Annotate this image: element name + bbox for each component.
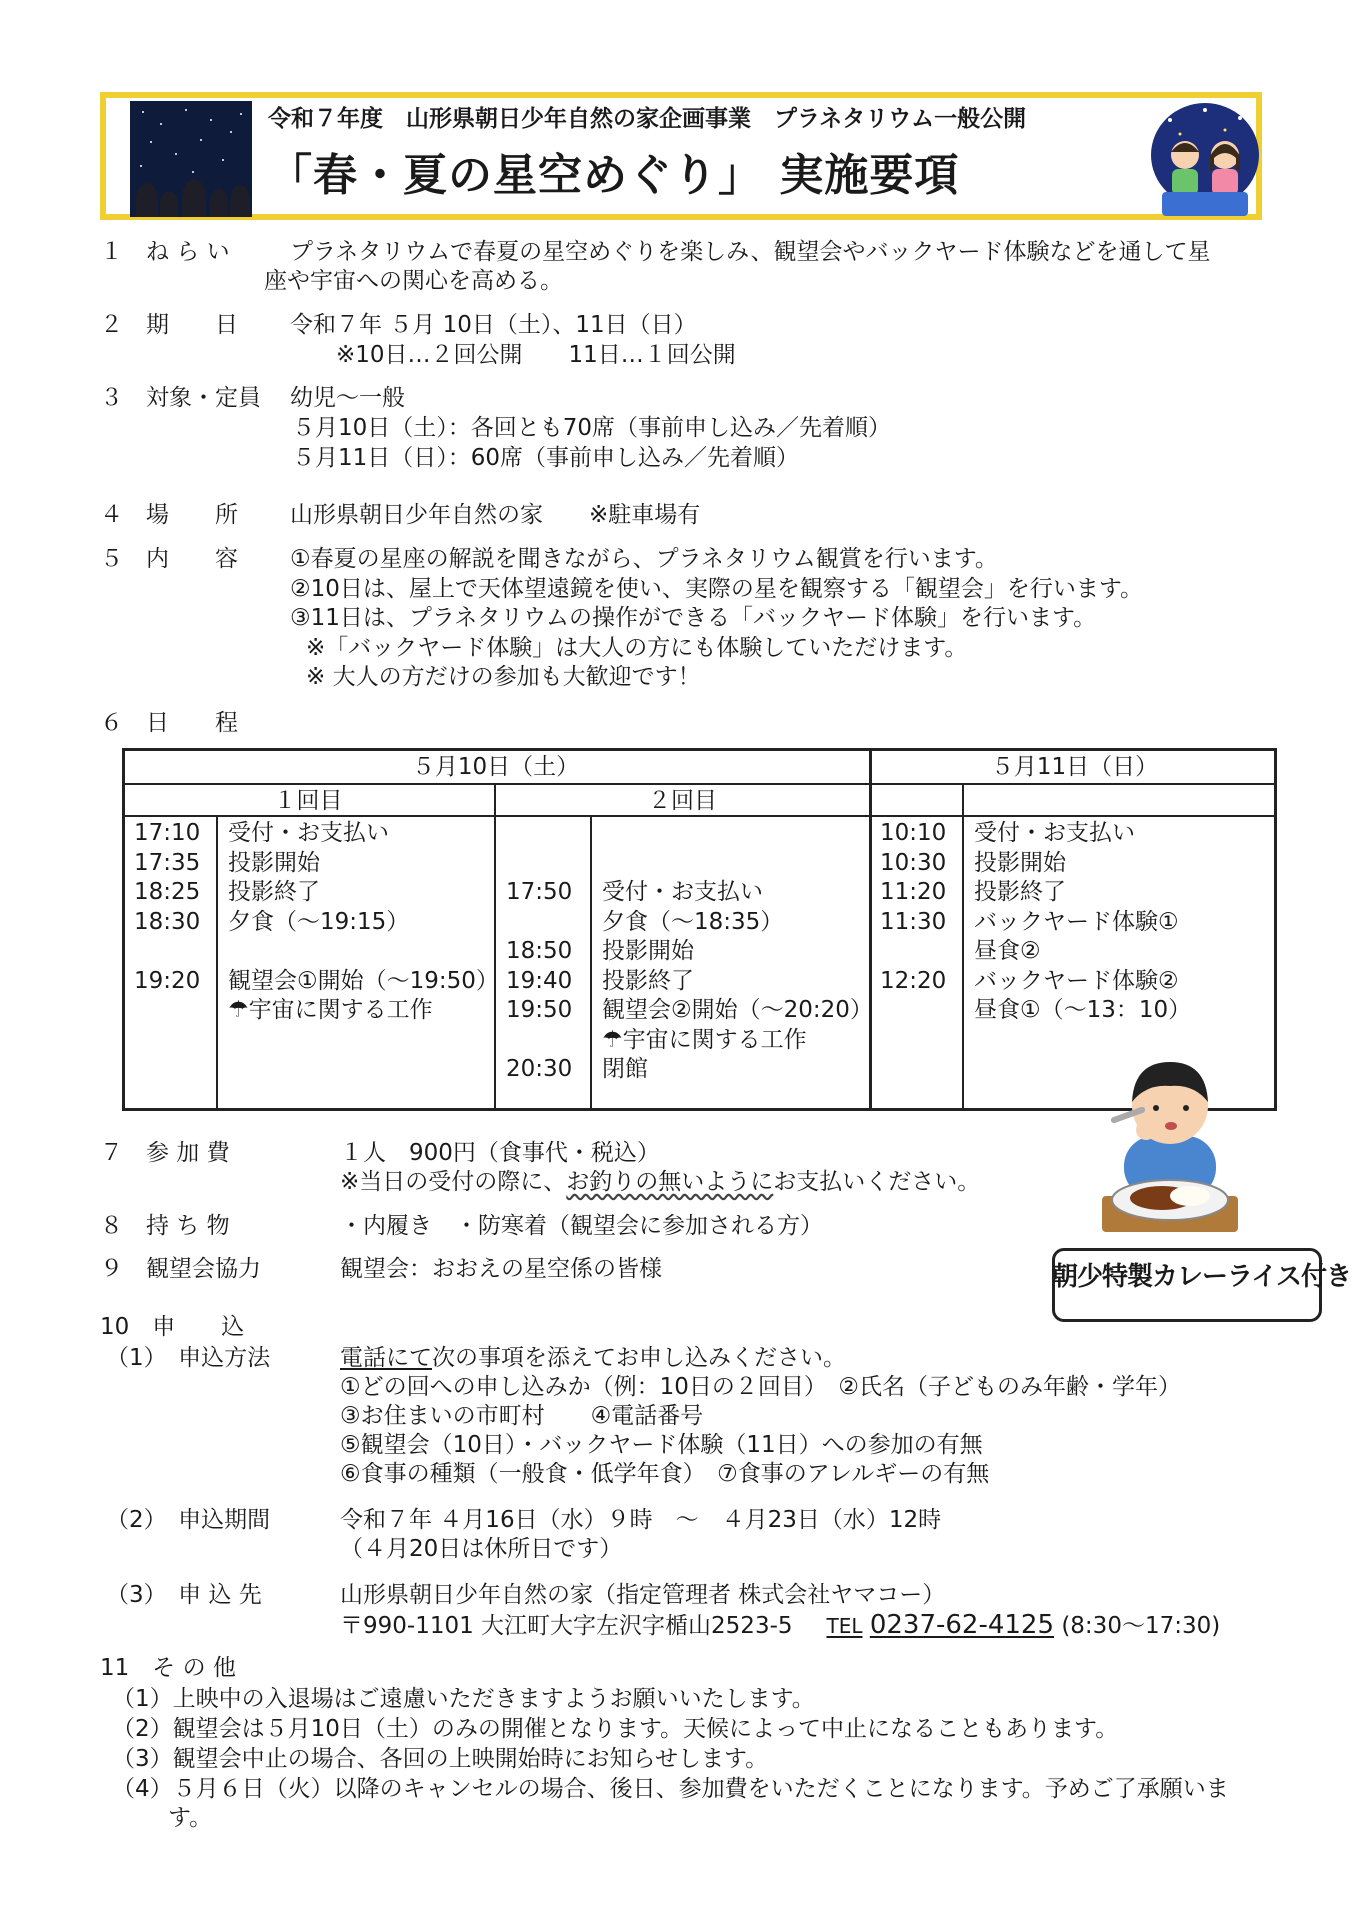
schedule-event: バックヤード体験② bbox=[974, 967, 1179, 994]
section8-text: ・内履き ・防寒着（観望会に参加される方） bbox=[340, 1213, 823, 1239]
apply-destination: 山形県朝日少年自然の家（指定管理者 株式会社ヤマコー） bbox=[340, 1582, 946, 1608]
page-title: 「春・夏の星空めぐり」 実施要項 bbox=[268, 150, 960, 201]
section6-label: ６ 日 程 bbox=[100, 710, 238, 736]
section5-item: ②10日は、屋上で天体望遠鏡を使い、実際の星を観察する「観望会」を行います。 bbox=[290, 576, 1144, 602]
schedule-time: 17:35 bbox=[134, 849, 201, 876]
schedule-time: 11:30 bbox=[880, 908, 947, 935]
other-item-continuation: す。 bbox=[168, 1805, 213, 1831]
phone-number: 0237-62-4125 bbox=[869, 1610, 1055, 1640]
section1-line2: 座や宇宙への関心を高める。 bbox=[264, 268, 563, 294]
section3-line2: ５月10日（土）：各回とも70席（事前申し込み／先着順） bbox=[292, 415, 892, 441]
section8-label: ８ 持 ち 物 bbox=[100, 1213, 230, 1239]
table-rule bbox=[494, 784, 496, 1111]
section2-line2: ※10日…２回公開 11日…１回公開 bbox=[336, 342, 736, 368]
schedule-event: 観望会②開始（〜20:20） bbox=[602, 997, 873, 1023]
schedule-event: 投影開始 bbox=[602, 938, 694, 964]
apply-address-line bbox=[340, 1610, 1220, 1641]
curry-badge-label: 朝少特製カレーライス付き bbox=[1052, 1262, 1351, 1292]
apply-method-text bbox=[340, 1343, 846, 1373]
schedule-time: 19:20 bbox=[134, 967, 201, 994]
section4-text: 山形県朝日少年自然の家 ※駐車場有 bbox=[290, 502, 701, 528]
section1-label: １ ね ら い bbox=[100, 239, 230, 265]
schedule-time: 20:30 bbox=[506, 1056, 573, 1082]
table-rule bbox=[590, 816, 592, 1111]
table-rule bbox=[122, 783, 1277, 785]
section10-sub2-label: （2） 申込期間 bbox=[106, 1507, 271, 1533]
table-rule bbox=[869, 748, 872, 1111]
schedule-time: 10:10 bbox=[880, 820, 947, 846]
other-item: （3）観望会中止の場合、各回の上映開始時にお知らせします。 bbox=[112, 1746, 769, 1772]
section2-line1: 令和７年 ５月 10日（土）、11日（日） bbox=[290, 312, 697, 338]
schedule-event: 観望会①開始（〜19:50） bbox=[228, 967, 499, 994]
tel-label: TEL bbox=[826, 1614, 863, 1638]
apply-by-phone: 電話にて bbox=[340, 1345, 432, 1371]
section5-note: ※ 大人の方だけの参加も大歓迎です！ bbox=[306, 664, 701, 690]
section5-item: ①春夏の星座の解説を聞きながら、プラネタリウム観賞を行います。 bbox=[290, 546, 998, 572]
schedule-round1-header: １回目 bbox=[273, 788, 343, 814]
schedule-event: 夕食（〜19:15） bbox=[228, 908, 410, 935]
schedule-event: ☂宇宙に関する工作 bbox=[602, 1026, 807, 1053]
schedule-event: 受付・お支払い bbox=[602, 879, 763, 905]
schedule-time: 18:30 bbox=[134, 908, 201, 935]
schedule-round2-header: ２回目 bbox=[648, 788, 717, 814]
table-rule bbox=[962, 784, 964, 1111]
fee-note-emphasis: お釣りの無いように bbox=[566, 1169, 774, 1195]
schedule-time: 18:25 bbox=[134, 879, 201, 905]
children-planetarium-illustration bbox=[1150, 100, 1260, 218]
schedule-time: 17:50 bbox=[506, 879, 573, 905]
section11-label: 11 そ の 他 bbox=[100, 1655, 236, 1681]
fee-note-post: お支払いください。 bbox=[773, 1169, 981, 1195]
schedule-time: 17:10 bbox=[134, 820, 201, 846]
schedule-time: 11:20 bbox=[880, 879, 947, 905]
schedule-event: バックヤード体験① bbox=[974, 908, 1179, 935]
apply-period-note: （４月20日は休所日です） bbox=[340, 1536, 623, 1562]
schedule-event: 投影開始 bbox=[228, 849, 320, 876]
phone-hours: (8:30〜17:30) bbox=[1061, 1613, 1221, 1639]
section5-label: ５ 内 容 bbox=[100, 546, 238, 572]
schedule-event: 投影終了 bbox=[602, 967, 694, 994]
section3-line3: ５月11日（日）：60席（事前申し込み／先着順） bbox=[292, 445, 800, 471]
schedule-time: 19:40 bbox=[506, 967, 573, 994]
section10-sub3-label: （3） 申 込 先 bbox=[106, 1582, 262, 1608]
apply-item: ⑤観望会（10日）・バックヤード体験（11日）への参加の有無 bbox=[340, 1432, 983, 1458]
schedule-event: 閉館 bbox=[602, 1056, 648, 1082]
schedule-event: 昼食①（〜13：10） bbox=[974, 997, 1192, 1023]
section9-text: 観望会：おおえの星空係の皆様 bbox=[340, 1256, 662, 1282]
schedule-time: 10:30 bbox=[880, 849, 947, 876]
apply-method-rest: 次の事項を添えてお申し込みください。 bbox=[432, 1345, 846, 1371]
section5-note: ※「バックヤード体験」は大人の方にも体験していただけます。 bbox=[306, 635, 968, 661]
apply-period: 令和７年 ４月16日（水）９時 〜 ４月23日（水）12時 bbox=[340, 1507, 942, 1533]
schedule-event: 投影終了 bbox=[974, 879, 1066, 905]
schedule-time: 12:20 bbox=[880, 967, 947, 994]
other-item: （2）観望会は５月10日（土）のみの開催となります。天候によって中止になることもあります。 bbox=[112, 1716, 1119, 1742]
other-item: （1）上映中の入退場はご遠慮いただきますようお願いいたします。 bbox=[112, 1686, 815, 1712]
section3-line1: 幼児〜一般 bbox=[290, 385, 405, 411]
section1-line1: プラネタリウムで春夏の星空めぐりを楽しみ、観望会やバックヤード体験などを通して星 bbox=[290, 239, 1211, 265]
schedule-day1-header: ５月10日（土） bbox=[411, 754, 580, 780]
section4-label: ４ 場 所 bbox=[100, 502, 238, 528]
schedule-event: 夕食（〜18:35） bbox=[602, 908, 784, 935]
section7-line1: １人 900円（食事代・税込） bbox=[340, 1140, 660, 1166]
boy-eating-curry-illustration bbox=[1090, 1048, 1250, 1238]
starry-sky-photo bbox=[130, 101, 252, 217]
apply-item: ③お住まいの市町村 ④電話番号 bbox=[340, 1403, 704, 1429]
section9-label: ９ 観望会協力 bbox=[100, 1256, 261, 1282]
schedule-event: 投影開始 bbox=[974, 849, 1066, 876]
schedule-event: ☂宇宙に関する工作 bbox=[228, 997, 433, 1023]
schedule-event: 受付・お支払い bbox=[228, 820, 389, 846]
schedule-event: 受付・お支払い bbox=[974, 820, 1135, 846]
schedule-time: 18:50 bbox=[506, 938, 573, 964]
fee-note-pre: ※当日の受付の際に、 bbox=[340, 1169, 567, 1195]
schedule-event: 昼食② bbox=[974, 938, 1041, 964]
apply-item: ⑥食事の種類（一般食・低学年食） ⑦食事のアレルギーの有無 bbox=[340, 1461, 990, 1487]
schedule-day2-header: ５月11日（日） bbox=[990, 754, 1159, 780]
section10-label: 10 申 込 bbox=[100, 1314, 245, 1340]
header-subtitle: 令和７年度 山形県朝日少年自然の家企画事業 プラネタリウム一般公開 bbox=[268, 106, 1027, 132]
section10-sub1-label: （1） 申込方法 bbox=[106, 1345, 271, 1371]
section7-label: ７ 参 加 費 bbox=[100, 1140, 230, 1166]
section5-item: ③11日は、プラネタリウムの操作ができる「バックヤード体験」を行います。 bbox=[290, 605, 1097, 631]
section7-line2 bbox=[340, 1167, 980, 1197]
schedule-event: 投影終了 bbox=[228, 879, 320, 905]
postal-address: 〒990-1101 大江町大字左沢字楯山2523-5 bbox=[340, 1613, 793, 1639]
apply-item: ①どの回への申し込みか（例：10日の２回目） ②氏名（子どものみ年齢・学年） bbox=[340, 1374, 1182, 1400]
table-rule bbox=[216, 816, 218, 1111]
section2-label: ２ 期 日 bbox=[100, 312, 238, 338]
schedule-time: 19:50 bbox=[506, 997, 573, 1023]
other-item: （4）５月６日（火）以降のキャンセルの場合、後日、参加費をいただくことになります。予めご了承願いま bbox=[112, 1776, 1229, 1802]
section3-label: ３ 対象・定員 bbox=[100, 385, 261, 411]
